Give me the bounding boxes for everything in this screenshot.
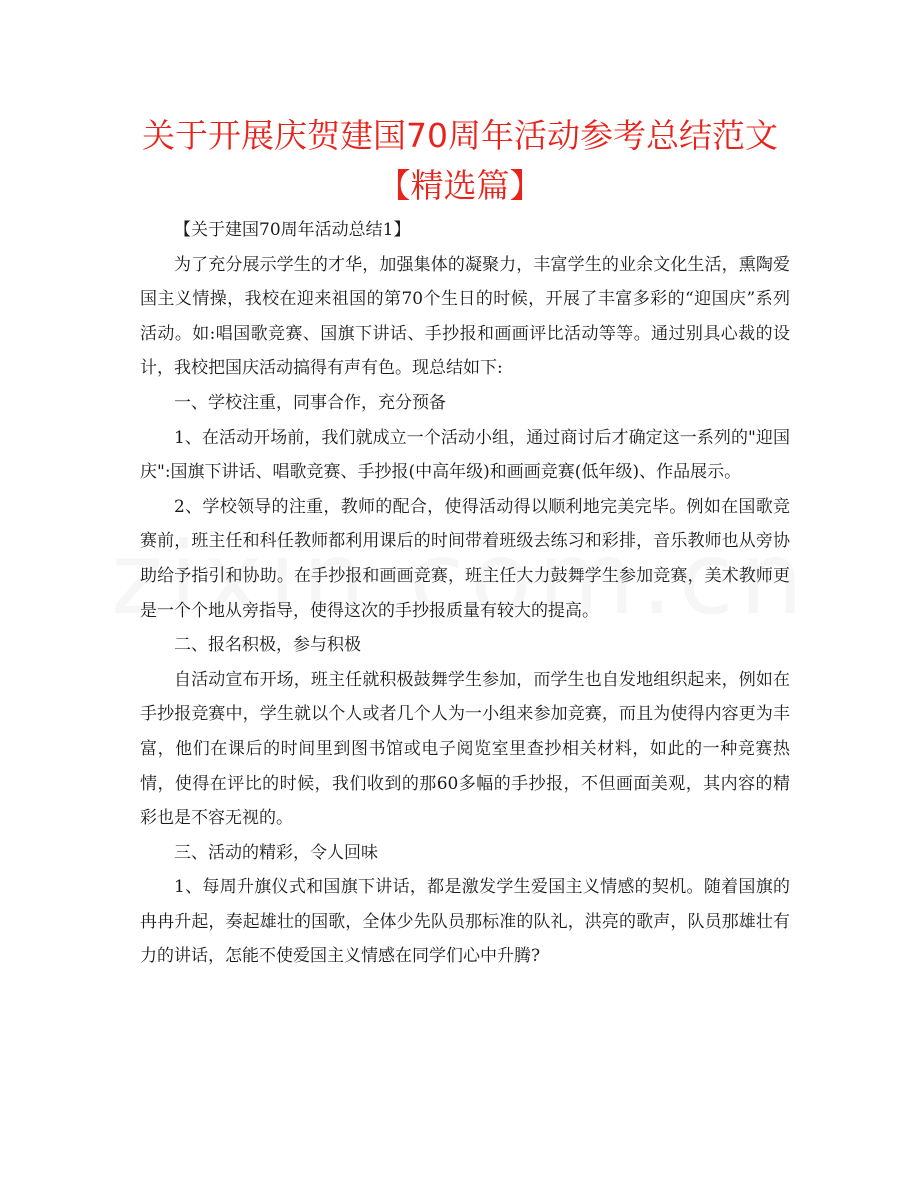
paragraph: 为了充分展示学生的才华，加强集体的凝聚力，丰富学生的业余文化生活，熏陶爱国主义情操，我校在迎来祖国的第70个生日的时候，开展了丰富多彩的“迎国庆”系列活动。如:唱国歌竞赛、国旗下讲话、手抄报和画画评比活动等等。通过别具心裁的设计，我校把国庆活动搞得有声有色。现总结如下: — [140, 254, 790, 379]
paragraph: 1、在活动开场前，我们就成立一个活动小组，通过商讨后才确定这一系列的"迎国庆":国旗下讲话、唱歌竞赛、手抄报(中高年级)和画画竞赛(低年级)、作品展示。 — [140, 427, 790, 483]
document-body — [140, 213, 790, 974]
subheading: 二、报名积极，参与积极 — [174, 635, 361, 656]
subheading: 一、学校注重，同事合作，充分预备 — [174, 392, 446, 413]
document-title-line-1: 关于开展庆贺建国70周年活动参考总结范文 — [142, 116, 778, 155]
section-heading: 【关于建国70周年活动总结1】 — [174, 220, 411, 240]
subheading: 三、活动的精彩，令人回味 — [174, 842, 378, 863]
document-title-line-2: 【精选篇】 — [377, 166, 543, 205]
paragraph: 1、每周升旗仪式和国旗下讲话，都是激发学生爱国主义情感的契机。随着国旗的冉冉升起，奏起雄壮的国歌，全体少先队员那标准的队礼，洪亮的歌声，队员那雄壮有力的讲话，怎能不使爱国主义情感在同学们心中升腾? — [140, 877, 790, 967]
paragraph: 自活动宣布开场，班主任就积极鼓舞学生参加，而学生也自发地组织起来，例如在手抄报竞赛中，学生就以个人或者几个人为一小组来参加竞赛，而且为使得内容更为丰富，他们在课后的时间里到图书馆或电子阅览室里查抄相关材料，如此的一种竞赛热情，使得在评比的时候，我们收到的那60多幅的手抄报，不但画面美观，其内容的精彩也是不容无视的。 — [140, 669, 790, 829]
paragraph: 2、学校领导的注重，教师的配合，使得活动得以顺利地完美完毕。例如在国歌竞赛前，班主任和科任教师都利用课后的时间带着班级去练习和彩排，音乐教师也从旁协助给予指引和协助。在手抄报和画画竞赛，班主任大力鼓舞学生参加竞赛，美术教师更是一个个地从旁指导，使得这次的手抄报质量有较大的提高。 — [140, 496, 790, 621]
